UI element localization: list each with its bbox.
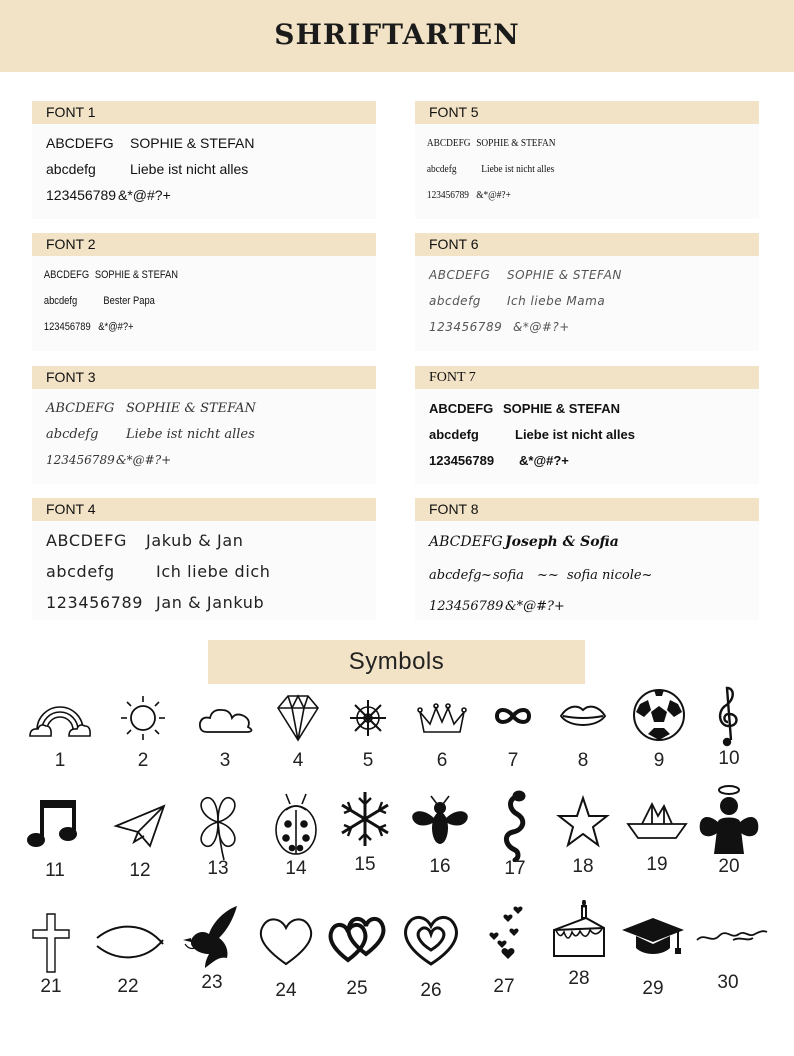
symbol-23 xyxy=(177,904,247,994)
sample-names: SOPHIE & STEFAN xyxy=(130,135,255,151)
infinity-icon xyxy=(485,690,541,746)
symbol-number: 20 xyxy=(718,856,740,877)
symbol-22 xyxy=(93,912,163,998)
symbol-number: 13 xyxy=(207,858,229,879)
treble-clef-icon xyxy=(701,682,757,748)
sample-uppercase: ABCDEFG xyxy=(426,137,471,149)
symbol-number: 12 xyxy=(129,860,151,881)
sample-names: SOPHIE & STEFAN xyxy=(476,137,556,149)
wave-icon xyxy=(693,910,769,966)
snake-icon xyxy=(485,788,545,862)
symbol-11 xyxy=(20,790,90,882)
sample-names: SOPHIE & STEFAN xyxy=(126,400,256,416)
symbol-24 xyxy=(251,910,321,1002)
lips-icon xyxy=(555,690,611,746)
symbol-10 xyxy=(694,682,764,770)
sample-digits: 123456789 xyxy=(429,320,503,334)
sample-symbols: &*@#?+ xyxy=(513,320,570,334)
sample-symbols: Jan & Jankub xyxy=(156,593,265,612)
symbol-4 xyxy=(263,690,333,772)
symbol-16 xyxy=(405,790,475,878)
nested-heart-icon xyxy=(398,908,464,970)
sample-phrase: Liebe ist nicht alles xyxy=(126,426,255,442)
symbol-2 xyxy=(108,690,178,772)
sample-phrase: Ich liebe dich xyxy=(156,562,271,581)
sample-lowercase: abcdefg xyxy=(46,161,96,177)
sample-digits: 123456789 xyxy=(429,452,495,468)
sample-lowercase: abcdefg xyxy=(429,567,482,583)
symbol-number: 25 xyxy=(346,978,368,999)
sample-names: Jakub & Jan xyxy=(146,531,244,550)
symbol-number: 16 xyxy=(429,856,451,877)
sun-icon xyxy=(115,690,171,746)
symbol-number: 5 xyxy=(362,750,374,771)
symbols-title: Symbols xyxy=(208,640,585,684)
symbol-number: 19 xyxy=(646,854,668,875)
symbol-number: 4 xyxy=(292,750,304,771)
ship-wheel-icon xyxy=(340,690,396,746)
sample-digits: 123456789 xyxy=(426,189,469,201)
symbol-20 xyxy=(694,782,764,878)
swirl-left: ~ xyxy=(481,567,492,583)
font-card-label: FONT 1 xyxy=(32,101,376,124)
sample-names: SOPHIE & STEFAN xyxy=(94,269,179,281)
symbol-1 xyxy=(25,690,95,772)
symbol-number: 6 xyxy=(436,750,448,771)
font-card-label: FONT 3 xyxy=(32,366,376,389)
sample-uppercase: ABCDEFG xyxy=(429,534,503,550)
swirl-right: ~ xyxy=(641,567,653,583)
font-card-1 xyxy=(32,101,376,219)
symbol-26 xyxy=(396,908,466,1002)
cross-icon xyxy=(23,906,79,976)
symbol-number: 22 xyxy=(117,976,139,997)
symbol-number: 7 xyxy=(507,750,519,771)
symbol-number: 18 xyxy=(572,856,594,877)
sample-lowercase: abcdefg xyxy=(43,295,78,307)
paper-boat-icon xyxy=(624,794,690,850)
sample-digits: 123456789 xyxy=(429,598,504,614)
symbol-number: 29 xyxy=(642,978,664,999)
soccer-ball-icon xyxy=(628,684,690,746)
small-hearts-icon xyxy=(474,900,534,970)
ladybug-icon xyxy=(266,788,326,858)
four-leaf-clover-icon xyxy=(188,788,248,862)
symbol-25 xyxy=(322,908,392,1000)
sample-names: SOPHIE & STEFAN xyxy=(507,268,622,282)
swirl-mid: ~~ xyxy=(537,567,559,583)
symbol-30 xyxy=(693,910,763,994)
font-card-6 xyxy=(415,233,759,351)
sample-digits: 123456789 xyxy=(46,593,144,612)
sample-lowercase: abcdefg xyxy=(46,562,115,581)
sample-lowercase: abcdefg xyxy=(429,294,481,308)
symbol-number: 30 xyxy=(717,972,739,993)
symbol-number: 2 xyxy=(137,750,149,771)
symbol-9 xyxy=(624,684,694,772)
symbol-number: 9 xyxy=(653,750,665,771)
sample-digits: 123456789 xyxy=(46,187,117,203)
sample-name-sofia-nicole: sofia nicole xyxy=(567,567,642,583)
cake-icon xyxy=(546,900,612,966)
symbol-17 xyxy=(480,788,550,880)
symbol-number: 10 xyxy=(718,748,740,769)
symbol-number: 28 xyxy=(568,968,590,989)
font-card-label: FONT 5 xyxy=(415,101,759,124)
crown-icon xyxy=(414,690,470,746)
sample-symbols: &*@#?+ xyxy=(118,187,171,203)
sample-digits: 123456789 xyxy=(43,321,91,333)
symbol-number: 27 xyxy=(493,976,515,997)
graduation-cap-icon xyxy=(620,908,686,968)
symbol-number: 14 xyxy=(285,858,307,879)
symbol-number: 24 xyxy=(275,980,297,1001)
sample-phrase: Liebe ist nicht alles xyxy=(515,426,635,442)
symbol-15 xyxy=(330,788,400,876)
symbol-number: 3 xyxy=(219,750,231,771)
font-card-label: FONT 7 xyxy=(415,366,759,389)
sample-uppercase: ABCDEFG xyxy=(43,269,90,281)
font-card-5 xyxy=(415,101,759,219)
symbol-12 xyxy=(105,796,175,882)
sample-symbols: &*@#?+ xyxy=(505,598,565,614)
symbol-number: 23 xyxy=(201,972,223,993)
symbol-29 xyxy=(618,908,688,1000)
symbol-number: 8 xyxy=(577,750,589,771)
symbol-13 xyxy=(183,788,253,880)
snowflake-icon xyxy=(334,788,396,850)
double-heart-icon xyxy=(324,908,390,968)
symbol-number: 1 xyxy=(54,750,66,771)
symbol-21 xyxy=(16,906,86,998)
sample-lowercase: abcdefg xyxy=(426,163,457,175)
sample-phrase: Liebe ist nicht alles xyxy=(481,163,555,175)
page-title: SHRIFTARTEN xyxy=(274,18,520,51)
music-notes-icon xyxy=(22,790,88,856)
title-banner xyxy=(0,0,794,72)
symbol-number: 15 xyxy=(354,854,376,875)
sample-names: SOPHIE & STEFAN xyxy=(503,400,621,416)
font-card-2 xyxy=(32,233,376,351)
sample-uppercase: ABCDEFG xyxy=(46,135,114,151)
symbol-18 xyxy=(548,792,618,878)
symbol-28 xyxy=(544,900,614,990)
sample-phrase: Liebe ist nicht alles xyxy=(130,161,249,177)
sample-symbols: &*@#?+ xyxy=(476,189,511,201)
symbol-27 xyxy=(469,900,539,998)
font-card-label: FONT 8 xyxy=(415,498,759,521)
symbol-19 xyxy=(622,794,692,876)
angel-icon xyxy=(696,782,762,856)
font-card-label: FONT 4 xyxy=(32,498,376,521)
symbol-8 xyxy=(548,690,618,772)
dove-icon xyxy=(179,904,245,974)
heart-icon xyxy=(253,910,319,970)
sample-symbols: &*@#?+ xyxy=(116,453,172,467)
rainbow-icon xyxy=(27,690,93,746)
sample-uppercase: ABCDEFG xyxy=(46,531,128,550)
symbol-number: 21 xyxy=(40,976,62,997)
sample-digits: 123456789 xyxy=(46,453,115,467)
font-card-7 xyxy=(415,366,759,484)
sample-uppercase: ABCDEFG xyxy=(46,400,115,416)
symbol-number: 26 xyxy=(420,980,442,1001)
symbol-5 xyxy=(333,690,403,772)
font-card-4 xyxy=(32,498,376,620)
sample-lowercase: abcdefg xyxy=(46,426,99,442)
sample-phrase: Ich liebe Mama xyxy=(507,294,606,308)
sample-names: Joseph & Sofia xyxy=(505,534,619,550)
symbol-number: 17 xyxy=(504,858,526,879)
symbol-number: 11 xyxy=(45,860,65,881)
cloud-icon xyxy=(197,690,253,746)
star-icon xyxy=(553,792,613,852)
symbol-3 xyxy=(190,690,260,772)
sample-symbols: &*@#?+ xyxy=(98,321,134,333)
symbol-6 xyxy=(407,690,477,772)
font-card-8 xyxy=(415,498,759,620)
paper-plane-icon xyxy=(110,796,170,856)
diamond-icon xyxy=(270,690,326,746)
symbol-14 xyxy=(261,788,331,880)
font-card-label: FONT 6 xyxy=(415,233,759,256)
fish-icon xyxy=(93,912,173,972)
sample-uppercase: ABCDEFG xyxy=(429,400,494,416)
sample-symbols: &*@#?+ xyxy=(519,452,569,468)
sample-name-sofia: sofia xyxy=(493,567,524,583)
font-card-label: FONT 2 xyxy=(32,233,376,256)
bee-icon xyxy=(407,790,473,852)
sample-uppercase: ABCDEFG xyxy=(429,268,491,282)
sample-lowercase: abcdefg xyxy=(429,426,479,442)
font-card-3 xyxy=(32,366,376,484)
symbol-7 xyxy=(478,690,548,772)
sample-phrase: Bester Papa xyxy=(103,295,155,307)
